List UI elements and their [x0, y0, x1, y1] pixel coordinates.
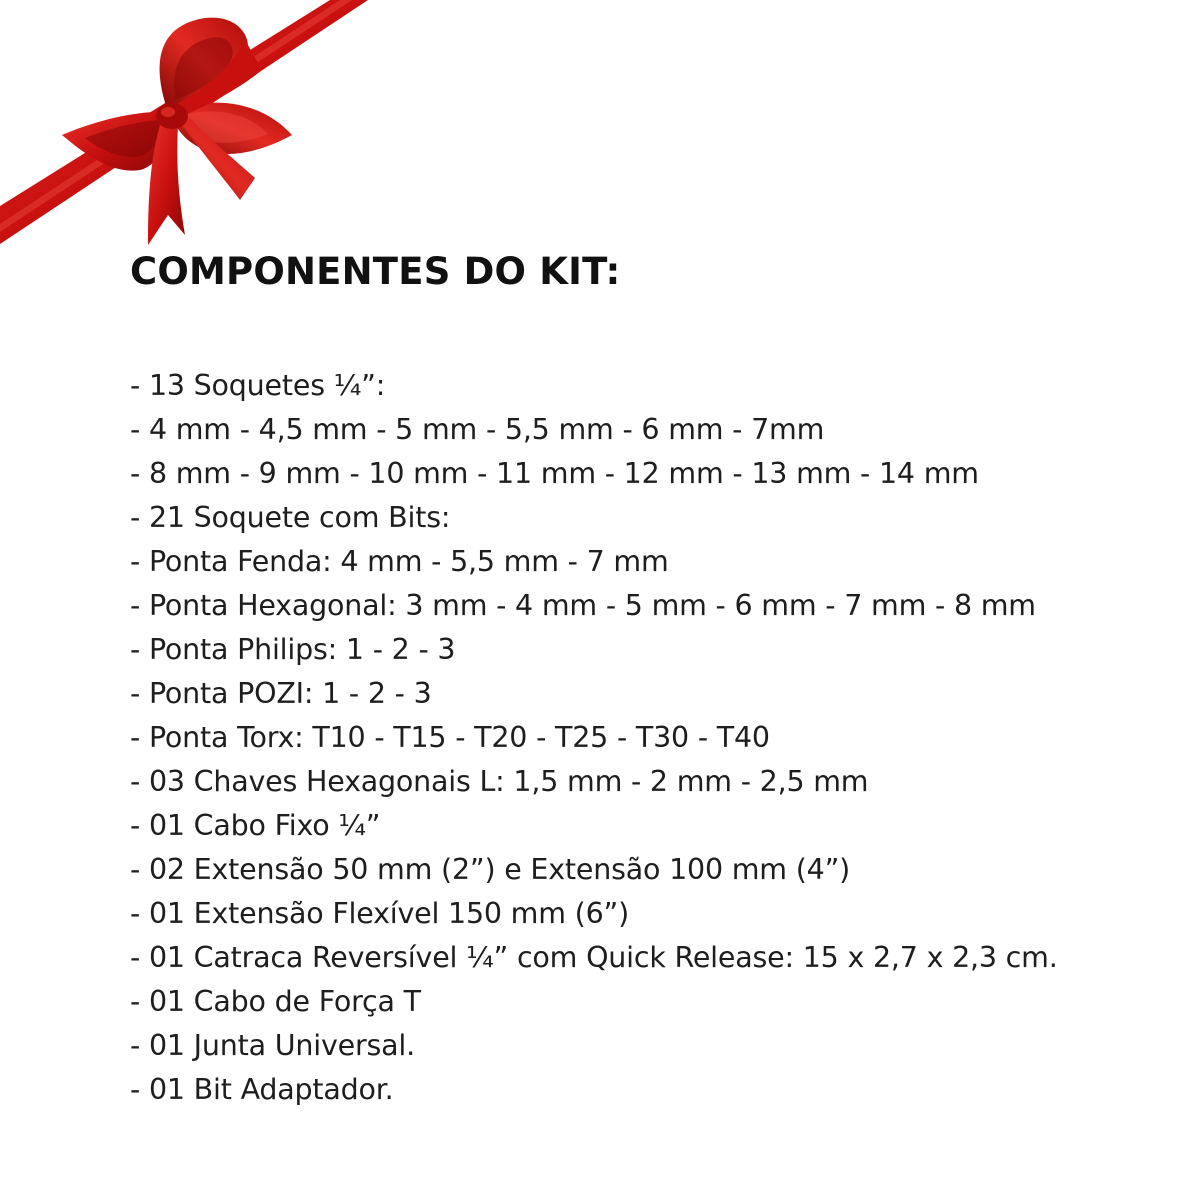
- list-item: - 03 Chaves Hexagonais L: 1,5 mm - 2 mm - 2,5 mm: [130, 765, 869, 798]
- gift-ribbon-bow-icon: [0, 0, 380, 260]
- component-list: [130, 364, 1058, 1112]
- list-item: - Ponta Philips: 1 - 2 - 3: [130, 633, 456, 666]
- list-item: - 21 Soquete com Bits:: [130, 501, 451, 534]
- list-item: - 8 mm - 9 mm - 10 mm - 11 mm - 12 mm - 13 mm - 14 mm: [130, 457, 979, 490]
- list-item: - 01 Junta Universal.: [130, 1029, 415, 1062]
- list-item: - Ponta Hexagonal: 3 mm - 4 mm - 5 mm - 6 mm - 7 mm - 8 mm: [130, 589, 1036, 622]
- list-item: - 01 Catraca Reversível ¼” com Quick Release: 15 x 2,7 x 2,3 cm.: [130, 941, 1058, 974]
- list-item: - 01 Extensão Flexível 150 mm (6”): [130, 897, 630, 930]
- list-item: - 01 Bit Adaptador.: [130, 1073, 394, 1106]
- page-title: COMPONENTES DO KIT:: [130, 250, 621, 293]
- list-item: - 02 Extensão 50 mm (2”) e Extensão 100 mm (4”): [130, 853, 851, 886]
- list-item: - Ponta Fenda: 4 mm - 5,5 mm - 7 mm: [130, 545, 669, 578]
- list-item: - 01 Cabo de Força T: [130, 985, 421, 1018]
- list-item: - 01 Cabo Fixo ¼”: [130, 809, 381, 842]
- list-item: - Ponta Torx: T10 - T15 - T20 - T25 - T30 - T40: [130, 721, 770, 754]
- list-item: - 4 mm - 4,5 mm - 5 mm - 5,5 mm - 6 mm - 7mm: [130, 413, 825, 446]
- list-item: - 13 Soquetes ¼”:: [130, 369, 386, 402]
- list-item: - Ponta POZI: 1 - 2 - 3: [130, 677, 432, 710]
